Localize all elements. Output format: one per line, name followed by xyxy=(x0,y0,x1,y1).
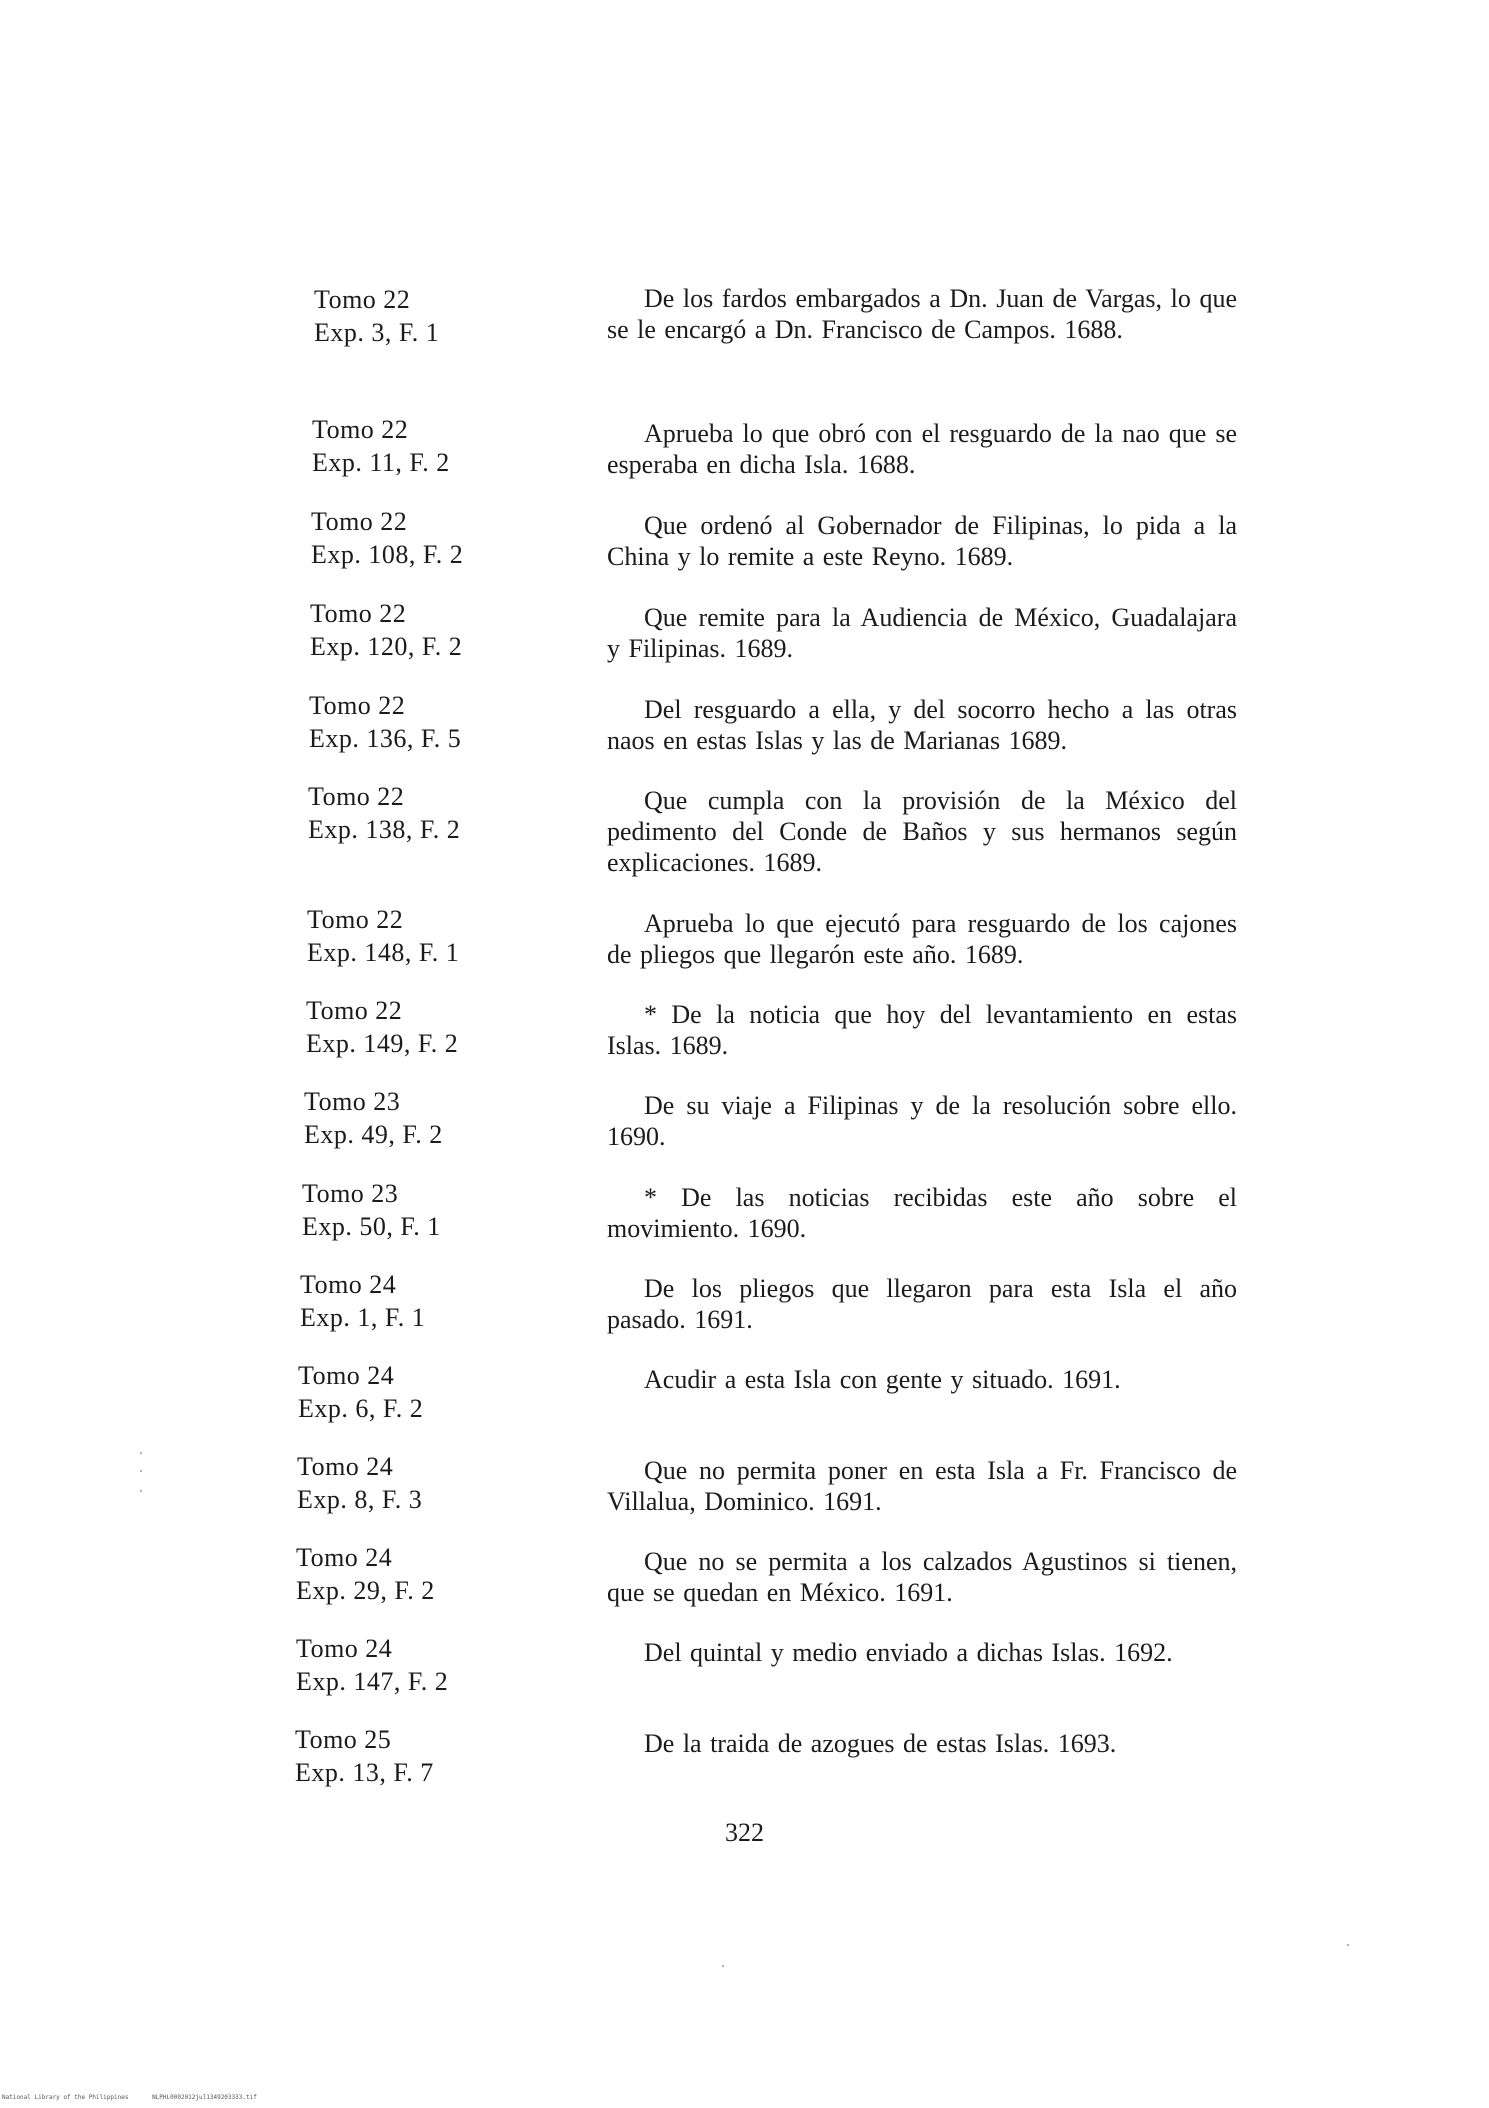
archive-reference xyxy=(311,505,531,571)
exp-label: Exp. 148, F. 1 xyxy=(307,938,460,967)
scan-speck xyxy=(722,1965,724,1967)
archive-reference xyxy=(297,1450,517,1516)
tomo-label: Tomo 24 xyxy=(296,1634,393,1663)
archive-reference xyxy=(300,1268,520,1334)
archive-reference xyxy=(310,597,530,663)
exp-label: Exp. 6, F. 2 xyxy=(298,1394,424,1423)
exp-label: Exp. 1, F. 1 xyxy=(300,1303,426,1332)
entry-description: Acudir a esta Isla con gente y situado. 1691. xyxy=(644,1365,1121,1394)
tomo-label: Tomo 22 xyxy=(306,996,403,1025)
tomo-label: Tomo 23 xyxy=(304,1087,401,1116)
tomo-label: Tomo 24 xyxy=(297,1452,394,1481)
entry-description: Que no se permita a los calzados Agustinos si tienen, que se quedan en México. 1691. xyxy=(607,1547,1237,1607)
exp-label: Exp. 8, F. 3 xyxy=(297,1485,423,1514)
entry-description: De los fardos embargados a Dn. Juan de Vargas, lo que se le encargó a Dn. Francisco de Campos. 1688. xyxy=(607,284,1237,344)
archive-reference xyxy=(296,1541,516,1607)
exp-label: Exp. 149, F. 2 xyxy=(306,1029,459,1058)
tomo-label: Tomo 24 xyxy=(300,1270,397,1299)
entry-description: Que ordenó al Gobernador de Filipinas, lo pida a la China y lo remite a este Reyno. 1689. xyxy=(607,511,1237,571)
scan-speck xyxy=(140,1490,142,1492)
exp-label: Exp. 108, F. 2 xyxy=(311,540,464,569)
tomo-label: Tomo 22 xyxy=(307,905,404,934)
tomo-label: Tomo 24 xyxy=(298,1361,395,1390)
scan-speck xyxy=(140,1452,142,1454)
tomo-label: Tomo 22 xyxy=(314,285,411,314)
exp-label: Exp. 147, F. 2 xyxy=(296,1667,449,1696)
archive-reference xyxy=(298,1359,518,1425)
exp-label: Exp. 49, F. 2 xyxy=(304,1120,443,1149)
entry-description: Del resguardo a ella, y del socorro hecho a las otras naos en estas Islas y las de Marianas 1689. xyxy=(607,695,1237,755)
entry-description: Del quintal y medio enviado a dichas Islas. 1692. xyxy=(644,1638,1173,1667)
archive-reference xyxy=(302,1177,522,1243)
entry-description: * De las noticias recibidas este año sobre el movimiento. 1690. xyxy=(607,1183,1237,1243)
scan-speck xyxy=(140,1470,142,1472)
archive-reference xyxy=(307,903,527,969)
entry-description: Que remite para la Audiencia de México, Guadalajara y Filipinas. 1689. xyxy=(607,603,1237,663)
tomo-label: Tomo 22 xyxy=(310,599,407,628)
tomo-label: Tomo 24 xyxy=(296,1543,393,1572)
page-number: 322 xyxy=(725,1818,764,1847)
tomo-label: Tomo 23 xyxy=(302,1179,399,1208)
scan-footer xyxy=(2,2094,277,2101)
archive-reference xyxy=(308,780,528,846)
entry-description: Que cumpla con la provisión de la México del pedimento del Conde de Baños y sus hermanos según explicaciones. 1689. xyxy=(607,786,1237,877)
exp-label: Exp. 50, F. 1 xyxy=(302,1212,441,1241)
entry-description: Que no permita poner en esta Isla a Fr. Francisco de Villalua, Dominico. 1691. xyxy=(607,1456,1237,1516)
archive-reference xyxy=(309,689,529,755)
archive-reference xyxy=(295,1723,515,1789)
archive-reference xyxy=(306,994,526,1060)
entry-description: Aprueba lo que ejecutó para resguardo de los cajones de pliegos que llegarón este año. 1689. xyxy=(607,909,1237,969)
exp-label: Exp. 3, F. 1 xyxy=(314,318,440,347)
scan-speck xyxy=(1347,1944,1349,1946)
tomo-label: Tomo 25 xyxy=(295,1725,392,1754)
footer-file: NLPHL0002012jul1349203333.tif xyxy=(152,2094,257,2101)
exp-label: Exp. 29, F. 2 xyxy=(296,1576,435,1605)
archive-reference xyxy=(304,1085,524,1151)
footer-library: National Library of the Philippines xyxy=(2,2094,129,2101)
exp-label: Exp. 136, F. 5 xyxy=(309,724,462,753)
tomo-label: Tomo 22 xyxy=(308,782,405,811)
tomo-label: Tomo 22 xyxy=(312,415,409,444)
entry-description: Aprueba lo que obró con el resguardo de la nao que se esperaba en dicha Isla. 1688. xyxy=(607,419,1237,479)
archive-reference xyxy=(312,413,532,479)
exp-label: Exp. 11, F. 2 xyxy=(312,448,450,477)
exp-label: Exp. 13, F. 7 xyxy=(295,1758,434,1787)
exp-label: Exp. 138, F. 2 xyxy=(308,815,461,844)
entry-description: De los pliegos que llegaron para esta Isla el año pasado. 1691. xyxy=(607,1274,1237,1334)
archive-reference xyxy=(314,283,534,349)
archive-reference xyxy=(296,1632,516,1698)
entry-description: * De la noticia que hoy del levantamiento en estas Islas. 1689. xyxy=(607,1000,1237,1060)
exp-label: Exp. 120, F. 2 xyxy=(310,632,463,661)
tomo-label: Tomo 22 xyxy=(309,691,406,720)
entry-description: De su viaje a Filipinas y de la resolución sobre ello. 1690. xyxy=(607,1091,1237,1151)
entry-description: De la traida de azogues de estas Islas. 1693. xyxy=(644,1729,1117,1758)
tomo-label: Tomo 22 xyxy=(311,507,408,536)
